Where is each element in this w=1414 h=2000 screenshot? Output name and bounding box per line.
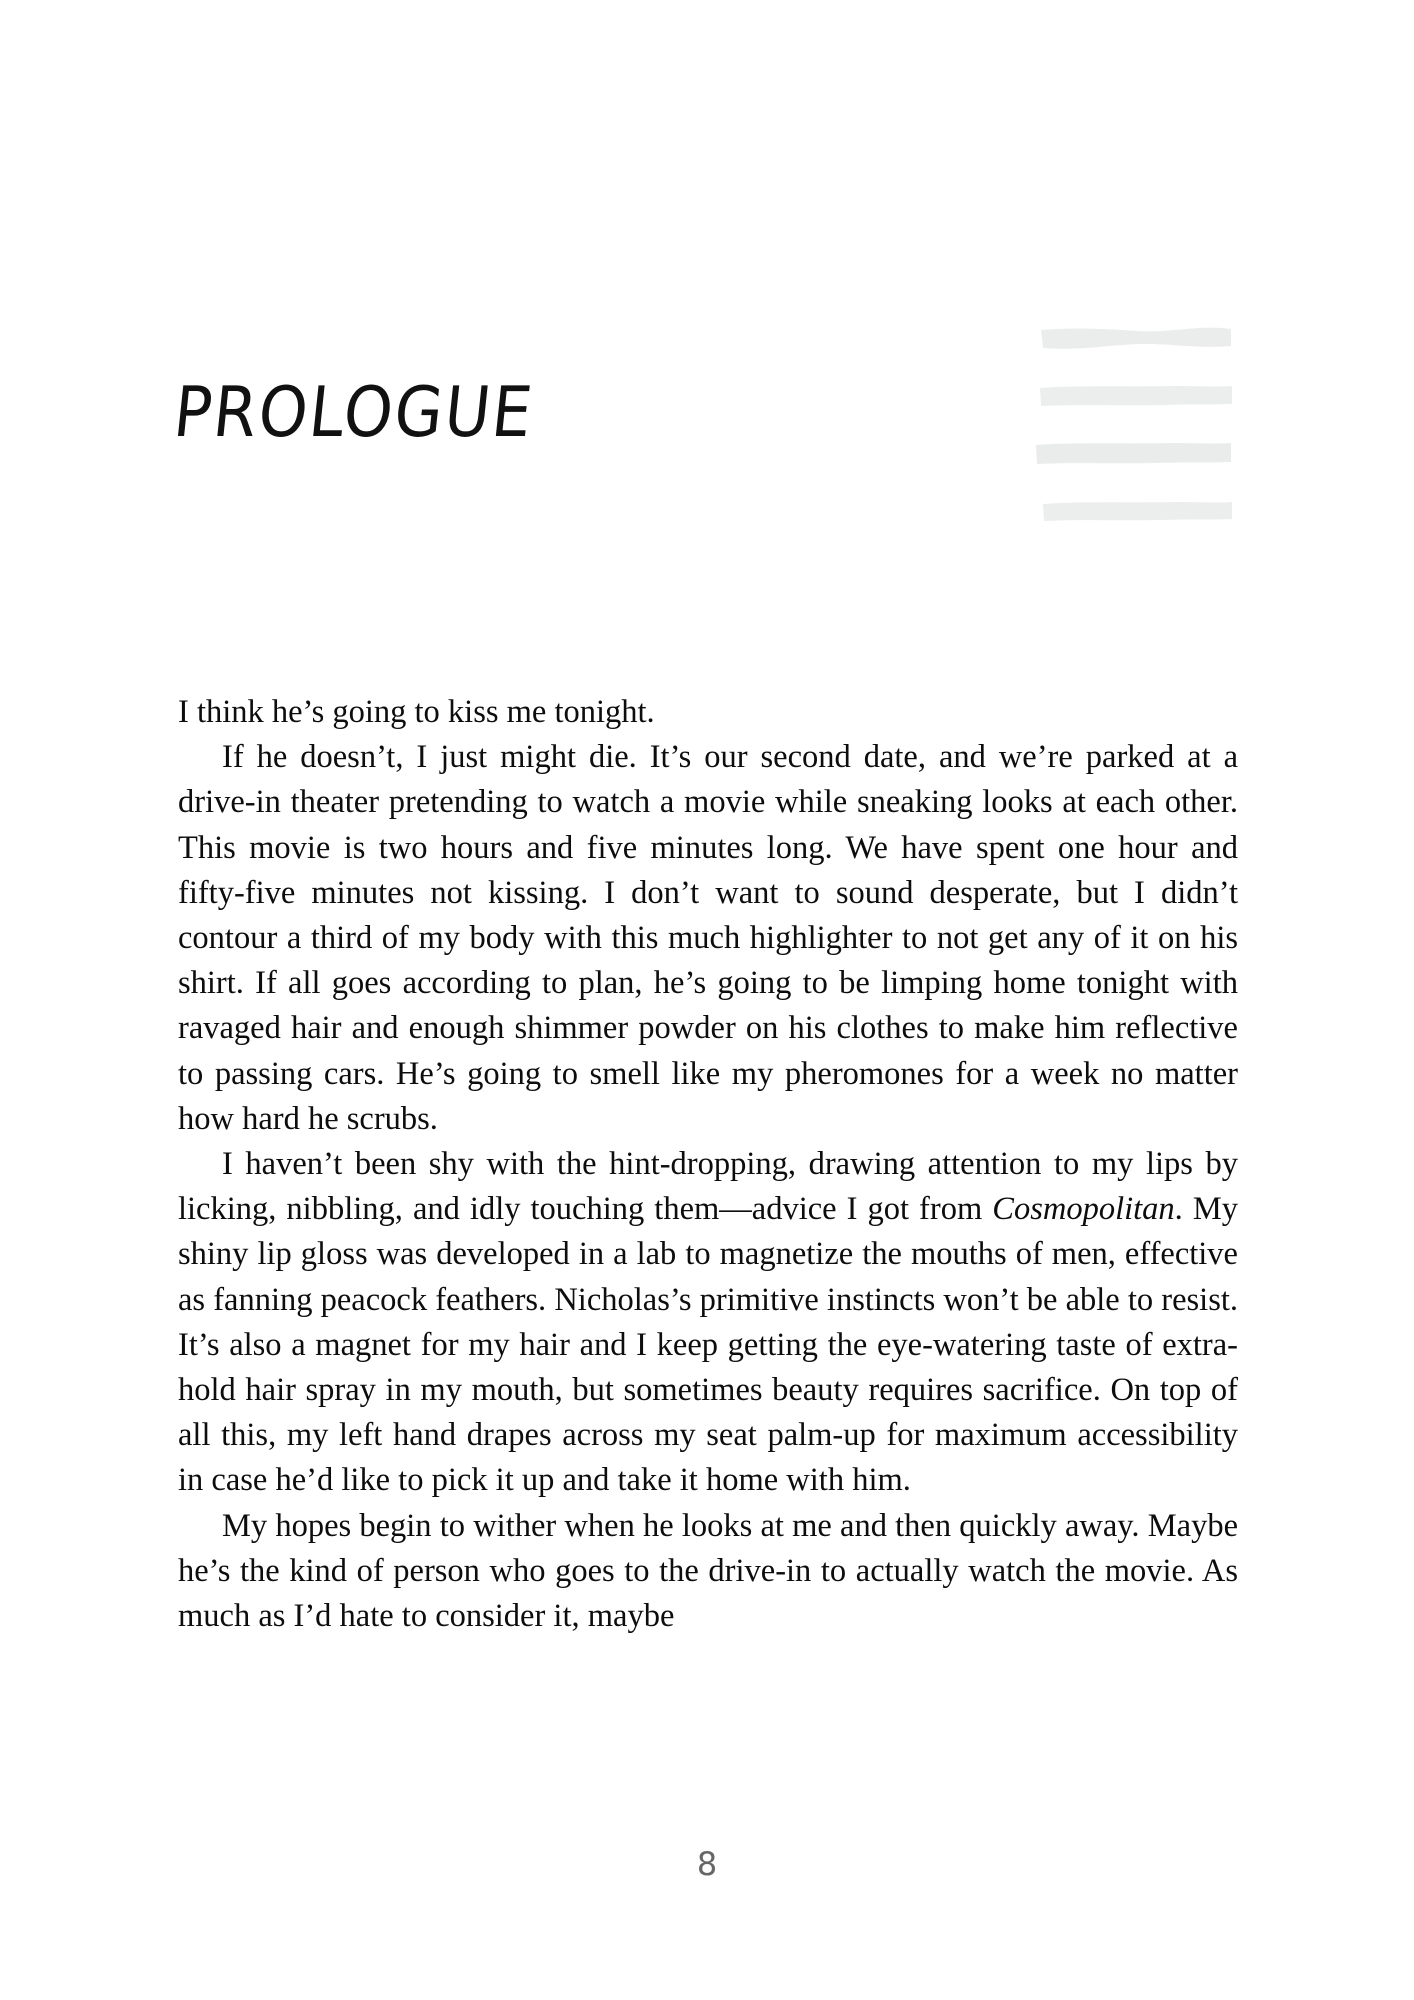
marker-bar-1 [1041,328,1231,349]
paragraph: My hopes begin to wither when he looks at me and then quickly away. Maybe he’s the kind of person who goes to the drive-in to actually watch the movie. As much as I’d hate to consider it, maybe [178,1507,1238,1635]
marker-bar-3 [1036,443,1231,464]
paragraph-with-italic [178,1142,1238,1504]
paragraph: If he doesn’t, I just might die. It’s our second date, and we’re parked at a drive-in theater pretending to watch a movie while sneaking looks at each other. This movie is two hours and five minutes long. We have spent one hour and fifty-five minutes not kissing. I don’t want to sound desperate, but I didn’t contour a third of my body with this much highlighter to not get any of it on his shirt. If all goes according to plan, he’s going to be limping home tonight with ravaged hair and enough shimmer powder on his clothes to make him reflective to passing cars. He’s going to smell like my pheromones for a week no matter how hard he scrubs. [178,739,1238,1137]
paragraph-text-after-italic: . My shiny lip gloss was developed in a lab to magnetize the mouths of men, effective as fanning peacock feathers. Nicholas’s primitive instincts won’t be able to resist. It’s also a magnet for my hair and I keep getting the eye-watering taste of extra-hold hair spray in my mouth, but sometimes beauty requires sacrifice. On top of all this, my left hand drapes across my seat palm-up for maximum accessibility in case he’d like to pick it up and take it home with him. [178,1191,1238,1499]
marker-bars-decoration [1035,326,1240,541]
paragraph: I think he’s going to kiss me tonight. [178,694,655,730]
page-number: 8 [696,1845,718,1883]
chapter-title: PROLOGUE [170,371,538,454]
marker-bar-4 [1043,502,1232,521]
magazine-title-italic: Cosmopolitan [992,1191,1175,1228]
paragraph-text-before-italic: I haven’t been shy with the hint-dropping, drawing attention to my lips by licking, nibbling, and idly touching them—advice I got from [178,1146,1238,1228]
marker-bar-2 [1040,386,1232,406]
body-text [178,690,1238,1639]
